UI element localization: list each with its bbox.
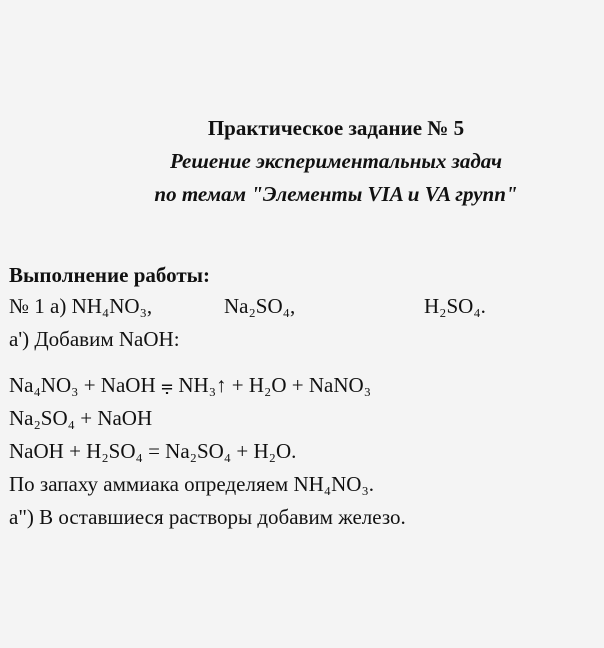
- task1-label: № 1 а) NH₄NO₃,: [9, 294, 153, 318]
- section-heading: Выполнение работы:: [9, 263, 211, 287]
- task1-item2: Na₂SO₄,: [224, 294, 296, 318]
- conclusion-line: По запаху аммиака определяем NH₄NO₃.: [9, 472, 375, 496]
- document-title: Практическое задание № 5: [207, 116, 465, 140]
- document-subtitle-line1: Решение экспериментальных задач: [169, 149, 503, 173]
- task1-item3: H₂SO₄.: [424, 294, 486, 318]
- step-a-prime: а') Добавим NaOH:: [9, 327, 180, 351]
- document-subtitle-line2: по темам "Элементы VIA и VA групп": [154, 182, 518, 206]
- reaction-3: NaOH + H₂SO₄ = Na₂SO₄ + H₂O.: [9, 439, 297, 463]
- reaction-2: Na₂SO₄ + NaOH: [9, 406, 153, 430]
- step-a-double-prime: а") В оставшиеся растворы добавим железо.: [9, 505, 406, 529]
- reaction-1: Na₄NO₃ + NaOH ⩦ NH₃↑ + H₂O + NaNO₃: [9, 373, 372, 397]
